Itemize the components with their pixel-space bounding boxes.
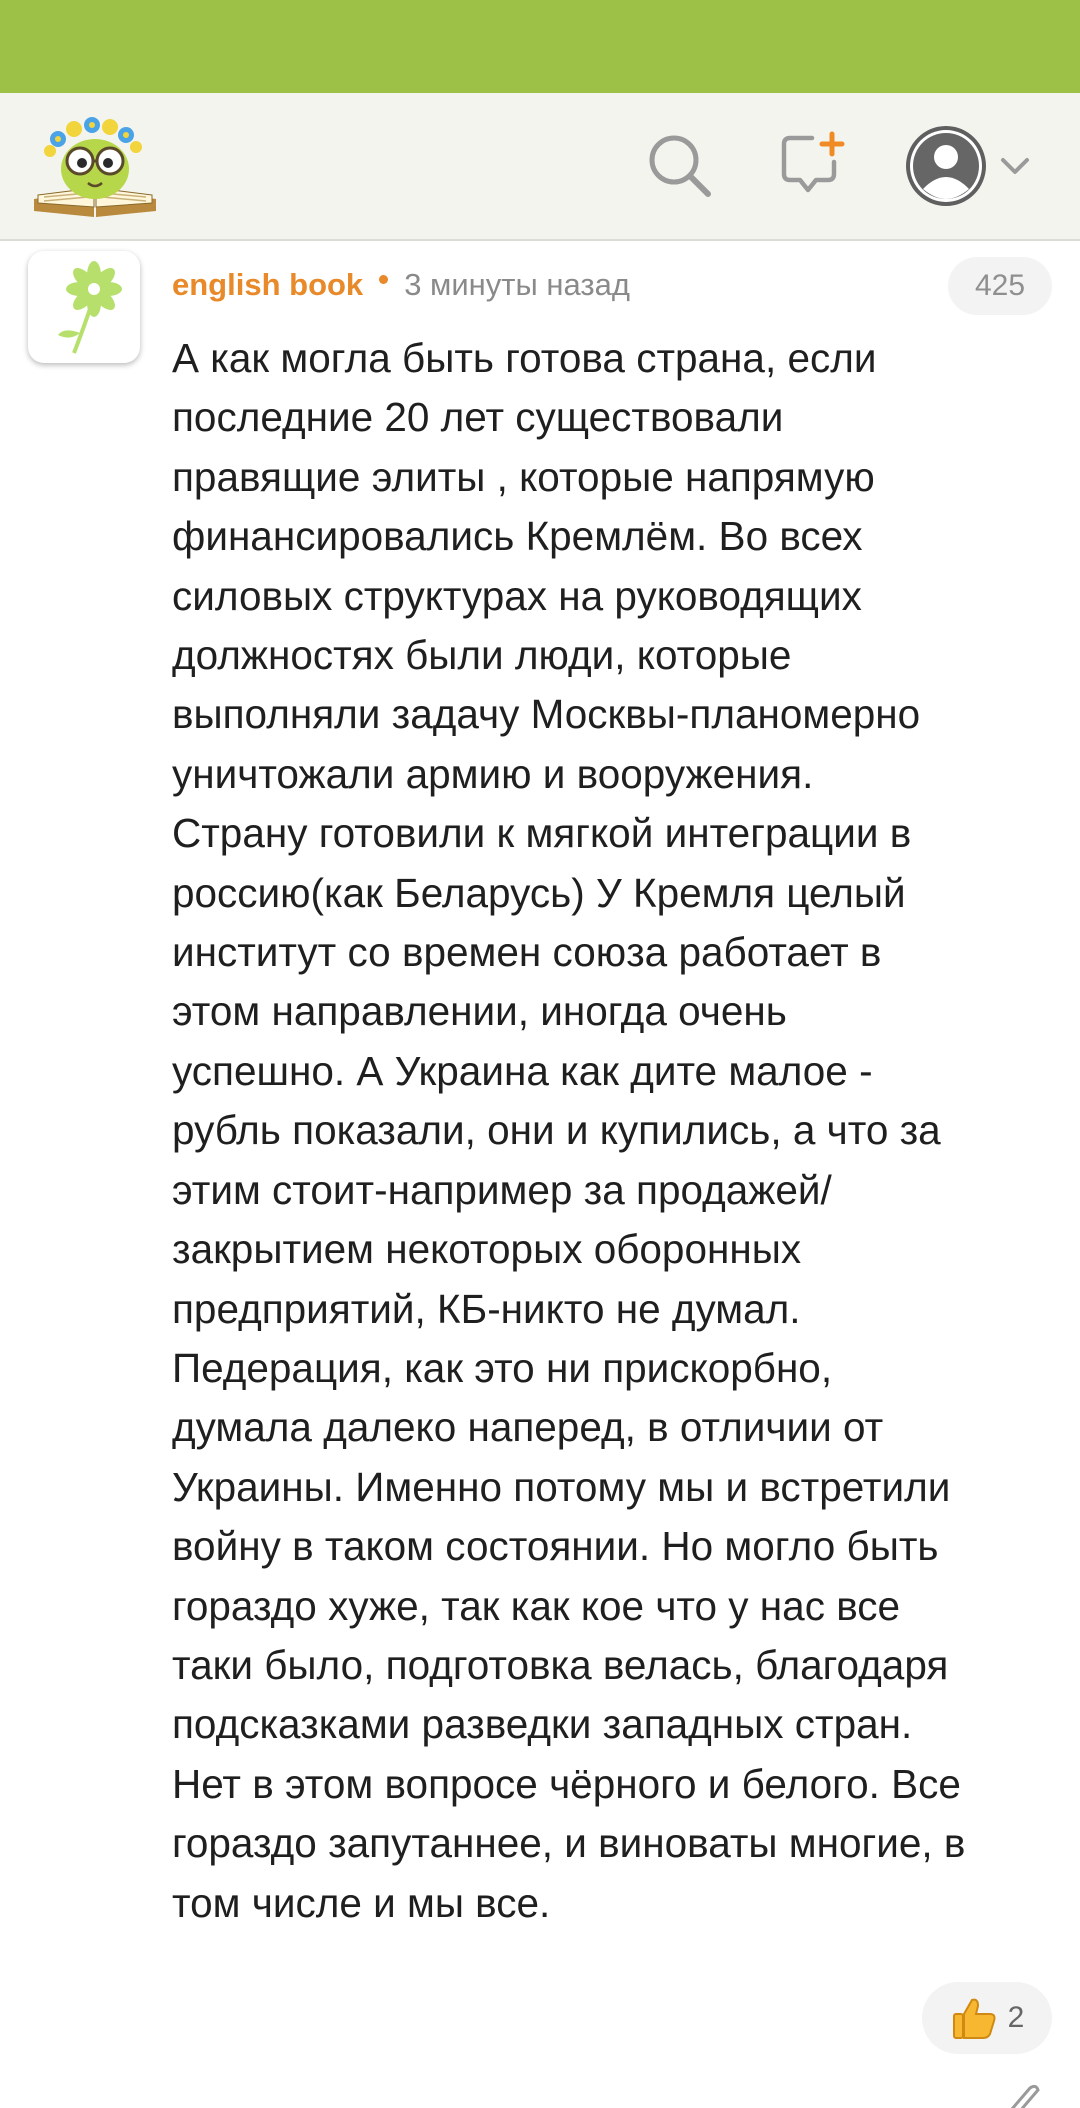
new-message-button[interactable]	[767, 121, 857, 211]
search-icon	[644, 130, 716, 202]
logo[interactable]	[30, 111, 160, 223]
like-count: 2	[1007, 2001, 1025, 2034]
status-bar	[0, 0, 1080, 93]
comment-text: А как могла быть готова страна, если последние 20 лет существовали правящие элиты , которые напрямую финансировались Кремлём. Во всех силовых структурах на руководящих должностях были люди, которые выполняли задачу Москвы-планомерно уничтожали армию и вооружения. Страну готовили к мягкой интеграции в россию(как Беларусь) У Кремля целый институт со времен союза работает в этом направлении, иногда очень успешно. А Украина как дите малое - рубль показали, они и купились, а что за этим стоит-например за продажей/ закрытием некоторых оборонных предприятий, КБ-никто не думал. Педерация, как это ни прискорбно, думала далеко наперед, в отличии от Украины. Именно потому мы и встретили войну в таком состоянии. Но могло быть гораздо хуже, так как кое что у нас все таки было, подготовка велась, благодаря подсказками разведки западных стран. Нет в этом вопросе чёрного и белого. Все гораздо запутаннее, и виноваты многие, в том числе и мы все.	[172, 335, 966, 1926]
new-message-icon	[776, 130, 848, 202]
like-button[interactable]	[922, 1982, 1052, 2054]
profile-menu-button[interactable]	[895, 121, 1045, 211]
count-badge[interactable]: 425	[948, 257, 1052, 315]
flower-icon	[44, 257, 124, 357]
comment-meta	[172, 265, 630, 305]
comment-time: 3 минуты назад	[404, 267, 630, 302]
reply-icon[interactable]	[1000, 2080, 1040, 2108]
user-avatar-icon	[905, 125, 987, 207]
app-header	[0, 93, 1080, 241]
separator-dot	[379, 275, 388, 284]
author-avatar[interactable]	[28, 251, 140, 363]
author-name[interactable]: english book	[172, 267, 364, 302]
chevron-down-icon	[995, 146, 1035, 186]
search-button[interactable]	[635, 121, 725, 211]
thumbs-up-icon	[950, 1994, 998, 2042]
reading-owl-logo-icon	[30, 111, 160, 223]
